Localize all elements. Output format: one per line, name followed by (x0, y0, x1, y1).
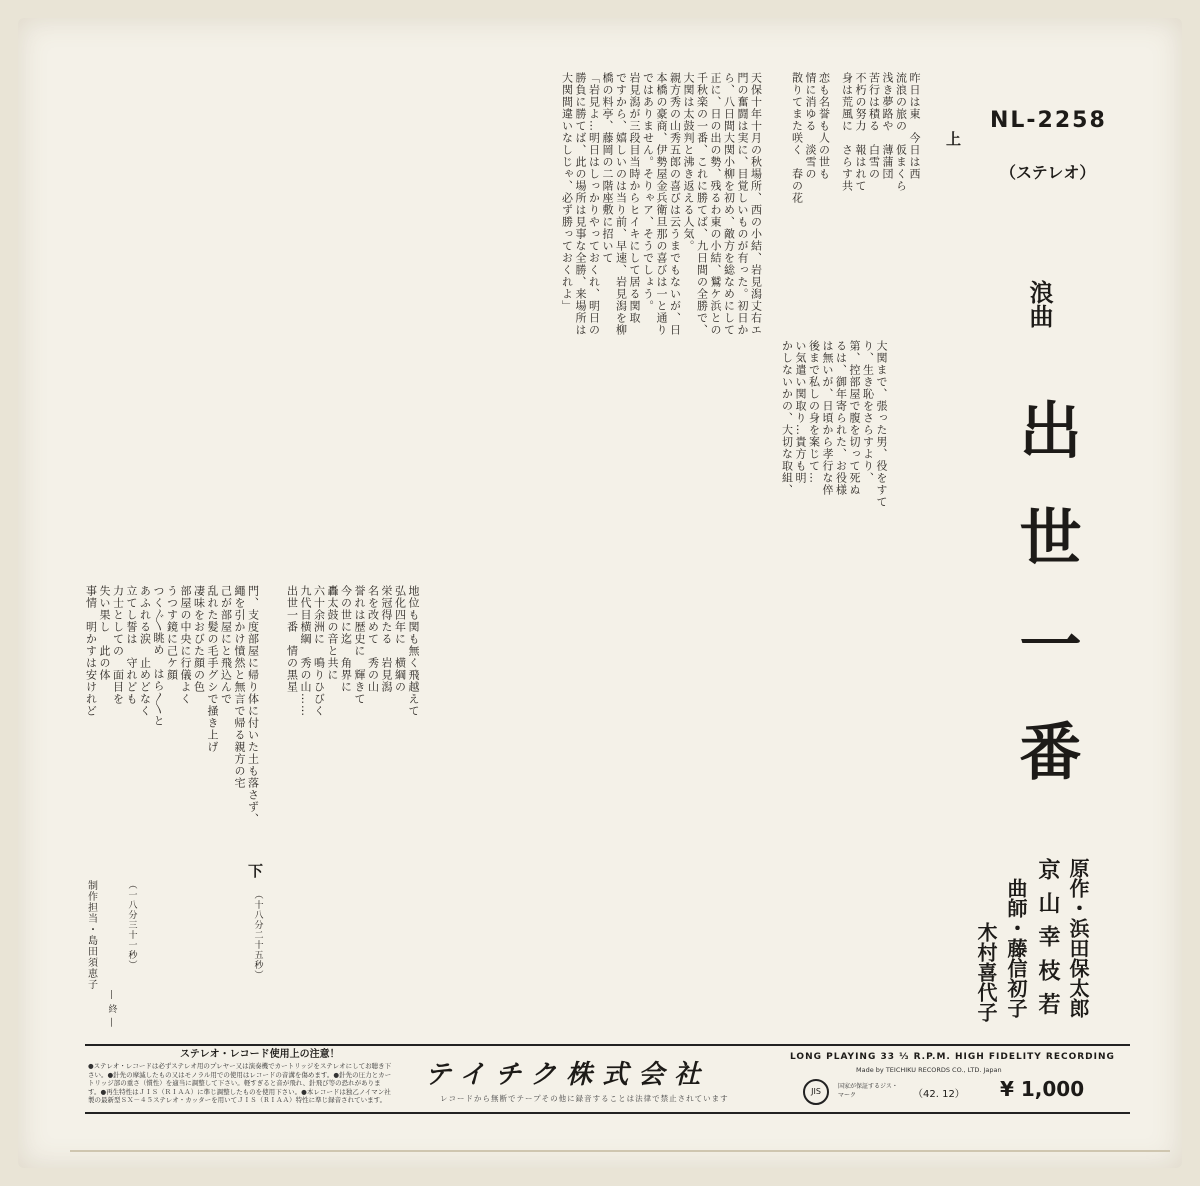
stereo-notice-title: ステレオ・レコード使用上の注意！ (180, 1049, 340, 1060)
side-a-verse: 昨日は東 今日は西 流浪の旅の 仮まくら 浅き夢路や 薄蒲団 苦行は積る 白雪の 不朽の努力 報はれて 身は荒風に さらす共 (840, 72, 921, 192)
price: ¥ 1,000 (1000, 1077, 1085, 1101)
made-by: Made by TEICHIKU RECORDS CO., LTD. Japan (856, 1066, 1002, 1074)
sleeve-flap-edge (70, 1150, 1170, 1152)
end-mark: ― 終 ― (106, 990, 117, 1028)
credit-original: 原作・浜田保太郎 (1066, 858, 1090, 1018)
stereo-label: （ステレオ） (1000, 163, 1096, 182)
album-title: 出世一番 (1009, 398, 1082, 826)
copy-warning: レコードから無断でテープその他に録音することは法律で禁止されています (440, 1094, 729, 1103)
date-code: （42. 12） (913, 1089, 965, 1100)
producer-credit: 制作担当・島田須恵子 (85, 880, 97, 990)
jis-mark-icon: JIS (803, 1079, 829, 1105)
side-a-label: 上 (946, 130, 962, 148)
genre-label: 浪曲 (1025, 280, 1053, 328)
footer-bottom-rule (85, 1112, 1130, 1114)
stereo-notice-text: ●ステレオ・レコードは必ずステレオ用のプレヤー又は演奏機でカートリッジをステレオにしてお聴き下さい。●針先の摩滅したもの又はモノラル用での使用はレコードの音溝を傷めます。●針先の圧力とカートリッジ部の重さ（慣性）を適当に調整して下さい。軽すぎると音が飛れ、針飛び等の恐れがあります。●再生特性はＪＩＳ（ＲＩＡＡ）に準じ調整したものを使用下さい。●本レコードは独乙ノイマン社製の最新型ＳＸ－４５ステレオ・カッターを用いてＪＩＳ（ＲＩＡＡ）特性に準じ録音されています。 (88, 1062, 392, 1104)
side-a-verse-2: 恋も名誉も人の世も 情に消ゆる 淡雪の 散りてまた咲く 春の花 (790, 72, 831, 204)
format-label: LONG PLAYING 33 ⅓ R.P.M. HIGH FIDELITY RECORDING (790, 1052, 1115, 1062)
credit-performer: 京 山 幸 枝 若 (1035, 858, 1060, 1017)
company-logo: テイチク株式会社 (425, 1060, 711, 1090)
footer-top-rule (85, 1044, 1130, 1046)
side-a-narration: 天保十年十月の秋場所、西の小結、岩見潟丈右エ 門の奮闘は実に、目覚しいものが有った。初日か ら、八日間大関小柳を初め、敵方を総なめにして 正に、日の出の勢、残るわ東の小結、鷲ケ浜との 千秋楽の一番、これに勝てば、九日間の全勝で、 大関は太鼓判と沸き返える人気。 親方秀の山秀五郎の喜びは云うまでもないが、日 本橋の豪商、伊勢屋金兵衛旦那の喜びは一と通り ではありません。そりゃア、そうでしょう。 岩見潟が三段目当時からヒイキにして居る関取 ですから、嬉しいのは当り前、早速、岩見潟を柳 橋の料亭、藤岡の二階座敷に招いて 「岩見よ…明日はしっかりやっておくれ、明日の 勝負に勝てば、此の場所は見事な全勝、来場所は 大関間違いなしじゃ、必ず勝っておくれよ」 (560, 72, 763, 336)
credit-shamisen-2: 木村喜代子 (974, 922, 998, 1022)
side-a-duration: （十八分二十五秒） (252, 890, 263, 980)
credit-shamisen: 曲師・藤信初子 (1004, 878, 1028, 1018)
catalog-number: NL-2258 (990, 108, 1107, 133)
side-a-narration-2: 大関まで、張った男、役をすて り、生き恥をさらすより、 第、控部屋で腹を切って死ぬ るは、御年寄られた、お役様 は無いが、日頃から孝行な倅 後まで私しの身を案じて… い気遣い関取り…貴方も明 かしないかの、大切な取組、 (780, 340, 888, 508)
side-b-ending: 地位も関も無く飛越えて 弘化四年に 横綱の 栄冠得たる 岩見潟 名を改めて 秀の山 誉れは歴史に 輝きて 今の世に迄 角界に 轟太鼓の音と共に 六十余洲に 鳴りひびく 九代目横綱 秀の山…… 出世一番 情の黒星 (285, 585, 420, 717)
side-b-duration: （一八分三十一秒） (126, 880, 137, 970)
side-b-label: 下 (248, 862, 264, 880)
jis-text: 国家が保証するジス・マーク (838, 1083, 898, 1099)
side-b-verse: 門、支度部屋に帰り体に付いた土も落さず、 繩を引かけ憤然と無言で帰る親方の宅 己が部屋にと飛込んで 乱れた髪の毛手グシで掻き上げ 凄味をおびた顔の色 部屋の中央に行儀よく うつす鏡に己ケ顔 つく〴〵眺め はら〳〵と あふれる涙 止めどなく 立てし誓は 守れども 力士としての 面目を 失い果し 此の体 事情 明かすは安けれど (84, 585, 260, 825)
